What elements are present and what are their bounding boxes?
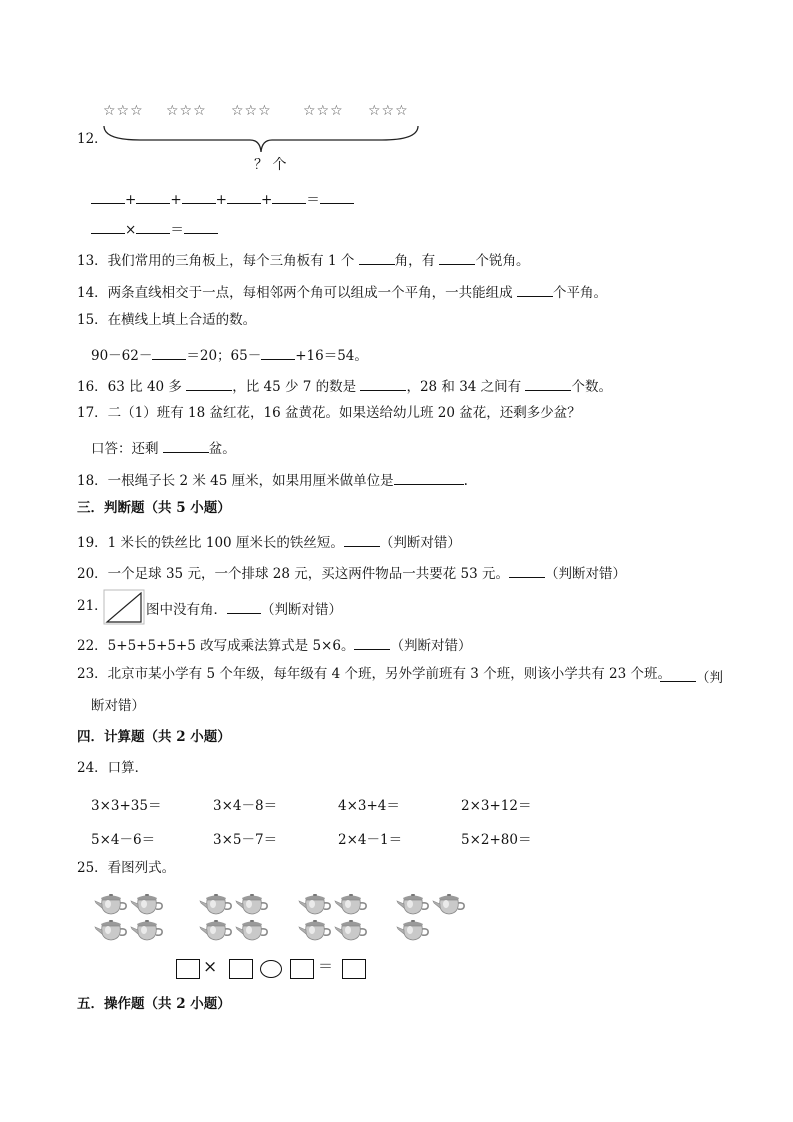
answer-blank[interactable] bbox=[163, 439, 209, 453]
q23-part-a: 23．北京市某小学有 5 个年级，每年级有 4 个班，另外学前班有 3 个班，则该小学共有 23 个班。 bbox=[77, 666, 671, 682]
answer-blank[interactable] bbox=[359, 251, 395, 265]
q21-part-c: （判断对错） bbox=[261, 602, 342, 618]
q18-text bbox=[77, 471, 468, 489]
star-group-2: ☆☆☆ bbox=[166, 103, 207, 119]
teapot-icon bbox=[130, 892, 164, 916]
star-group-5: ☆☆☆ bbox=[368, 103, 409, 119]
times-sign: × bbox=[203, 957, 218, 977]
answer-blank[interactable] bbox=[394, 471, 464, 485]
answer-blank[interactable] bbox=[227, 600, 261, 614]
q13-part-c: 个锐角。 bbox=[475, 253, 530, 269]
q20-part-a: 20．一个足球 35 元，一个排球 28 元，买这两件物品一共要花 53 元。 bbox=[77, 566, 509, 582]
q15-title: 15．在横线上填上合适的数。 bbox=[77, 312, 257, 328]
q17-part-b: 盆。 bbox=[208, 441, 236, 457]
q19-text bbox=[77, 533, 461, 551]
star-group-4: ☆☆☆ bbox=[303, 103, 344, 119]
star-group-3: ☆☆☆ bbox=[231, 103, 272, 119]
teapot-icon bbox=[199, 918, 233, 942]
curly-brace-icon bbox=[100, 122, 422, 154]
q13-part-a: 13．我们常用的三角板上，每个三角板有 1 个 bbox=[77, 253, 355, 269]
answer-box[interactable] bbox=[229, 959, 253, 979]
q14-text bbox=[77, 283, 607, 301]
q15-part-c: +16＝54。 bbox=[295, 348, 368, 364]
answer-blank[interactable] bbox=[91, 190, 125, 204]
q17-title: 17．二（1）班有 18 盆红花，16 盆黄花。如果送给幼儿班 20 盆花，还剩多少盆？ bbox=[77, 405, 581, 421]
teapot-icon bbox=[199, 892, 233, 916]
answer-blank[interactable] bbox=[272, 190, 306, 204]
answer-blank[interactable] bbox=[354, 636, 390, 650]
answer-blank[interactable] bbox=[184, 220, 218, 234]
teapot-icon bbox=[235, 892, 269, 916]
q15-part-a: 90－62－ bbox=[91, 348, 153, 364]
q16-part-b: ，比 45 少 7 的数是 bbox=[232, 379, 357, 395]
q23-continued: 断对错） bbox=[91, 698, 145, 714]
q20-text bbox=[77, 564, 626, 582]
q18-part-b: . bbox=[463, 473, 468, 489]
q21-text bbox=[146, 600, 342, 618]
answer-blank[interactable] bbox=[91, 220, 125, 234]
answer-blank[interactable] bbox=[182, 190, 216, 204]
calc-item: 2×4－1＝ bbox=[338, 832, 403, 848]
teapot-icon bbox=[396, 892, 430, 916]
teapot-icon bbox=[94, 892, 128, 916]
triangle-figure-icon bbox=[103, 589, 145, 625]
q15-expression bbox=[91, 346, 368, 364]
calc-item: 3×5－7＝ bbox=[213, 832, 278, 848]
teapot-icon bbox=[334, 892, 368, 916]
equals-sign: ＝ bbox=[170, 222, 184, 238]
q24-title: 24．口算． bbox=[77, 760, 149, 776]
section-title: 五．操作题（共 2 小题） bbox=[77, 996, 231, 1012]
q12-multiplication-line bbox=[91, 220, 218, 238]
teapot-icon bbox=[396, 918, 430, 942]
equals-sign: ＝ bbox=[318, 957, 334, 975]
answer-box[interactable] bbox=[342, 959, 366, 979]
plus-sign: + bbox=[125, 192, 137, 208]
calc-item: 3×4－8＝ bbox=[213, 798, 278, 814]
answer-blank[interactable] bbox=[227, 190, 261, 204]
answer-box[interactable] bbox=[290, 959, 314, 979]
q21-number: 21． bbox=[77, 598, 108, 614]
q16-part-d: 个数。 bbox=[571, 379, 612, 395]
teapot-icon bbox=[298, 918, 332, 942]
answer-blank[interactable] bbox=[525, 377, 571, 391]
q19-part-b: （判断对错） bbox=[379, 535, 461, 551]
q23-answer bbox=[660, 668, 723, 686]
equals-sign: ＝ bbox=[306, 192, 320, 208]
teapot-icon bbox=[94, 918, 128, 942]
q18-part-a: 18．一根绳子长 2 米 45 厘米，如果用厘米做单位是 bbox=[77, 473, 394, 489]
q16-text bbox=[77, 377, 612, 395]
calc-item: 2×3+12＝ bbox=[461, 798, 532, 814]
answer-blank[interactable] bbox=[186, 377, 232, 391]
plus-sign: + bbox=[170, 192, 182, 208]
q20-part-b: （判断对错） bbox=[544, 566, 626, 582]
answer-blank[interactable] bbox=[517, 283, 553, 297]
q16-part-c: ，28 和 34 之间有 bbox=[406, 379, 522, 395]
q19-part-a: 19．1 米长的铁丝比 100 厘米长的铁丝短。 bbox=[77, 535, 344, 551]
star-group-1: ☆☆☆ bbox=[103, 103, 144, 119]
answer-blank[interactable] bbox=[152, 346, 186, 360]
q14-part-a: 14．两条直线相交于一点，每相邻两个角可以组成一个平角，一共能组成 bbox=[77, 285, 513, 301]
q23-text bbox=[77, 668, 671, 682]
answer-blank[interactable] bbox=[509, 564, 545, 578]
answer-blank[interactable] bbox=[261, 346, 295, 360]
answer-blank[interactable] bbox=[136, 190, 170, 204]
q22-text bbox=[77, 636, 471, 654]
q15-part-b: ＝20；65－ bbox=[186, 348, 262, 364]
q21-part-b: 图中没有角． bbox=[146, 602, 227, 618]
q12-number: 12． bbox=[77, 131, 108, 147]
q25-title: 25．看图列式。 bbox=[77, 860, 176, 876]
answer-blank[interactable] bbox=[660, 668, 696, 682]
times-sign: × bbox=[125, 222, 137, 238]
section-title: 三．判断题（共 5 小题） bbox=[77, 500, 231, 516]
calc-item: 5×2+80＝ bbox=[461, 832, 532, 848]
answer-blank[interactable] bbox=[320, 190, 354, 204]
teapot-icon bbox=[130, 918, 164, 942]
teapot-icon bbox=[334, 918, 368, 942]
q13-part-b: 角，有 bbox=[394, 253, 436, 269]
answer-blank[interactable] bbox=[439, 251, 475, 265]
plus-sign: + bbox=[260, 192, 273, 208]
q23-part-b: （判 bbox=[696, 670, 723, 686]
q17-part-a: 口答：还剩 bbox=[91, 441, 159, 457]
answer-blank[interactable] bbox=[136, 220, 170, 234]
q16-part-a: 16．63 比 40 多 bbox=[77, 379, 182, 395]
calc-item: 3×3+35＝ bbox=[91, 798, 162, 814]
teapot-icon bbox=[298, 892, 332, 916]
operator-circle[interactable] bbox=[260, 960, 282, 978]
teapot-icon bbox=[235, 918, 269, 942]
q22-part-a: 22．5+5+5+5+5 改写成乘法算式是 5×6。 bbox=[77, 638, 355, 654]
plus-sign: + bbox=[215, 192, 227, 208]
calc-item: 5×4－6＝ bbox=[91, 832, 156, 848]
q13-text bbox=[77, 251, 529, 269]
answer-blank[interactable] bbox=[360, 377, 406, 391]
section-title: 四．计算题（共 2 小题） bbox=[77, 729, 231, 745]
q12-addition-line bbox=[91, 190, 354, 208]
q17-answer-line bbox=[91, 439, 236, 457]
teapot-icon bbox=[432, 892, 466, 916]
answer-box[interactable] bbox=[176, 959, 200, 979]
q12-question-label: ？ 个 bbox=[254, 157, 287, 173]
answer-blank[interactable] bbox=[344, 533, 380, 547]
q22-part-b: （判断对错） bbox=[390, 638, 472, 654]
q14-part-b: 个平角。 bbox=[552, 285, 607, 301]
calc-item: 4×3+4＝ bbox=[338, 798, 400, 814]
